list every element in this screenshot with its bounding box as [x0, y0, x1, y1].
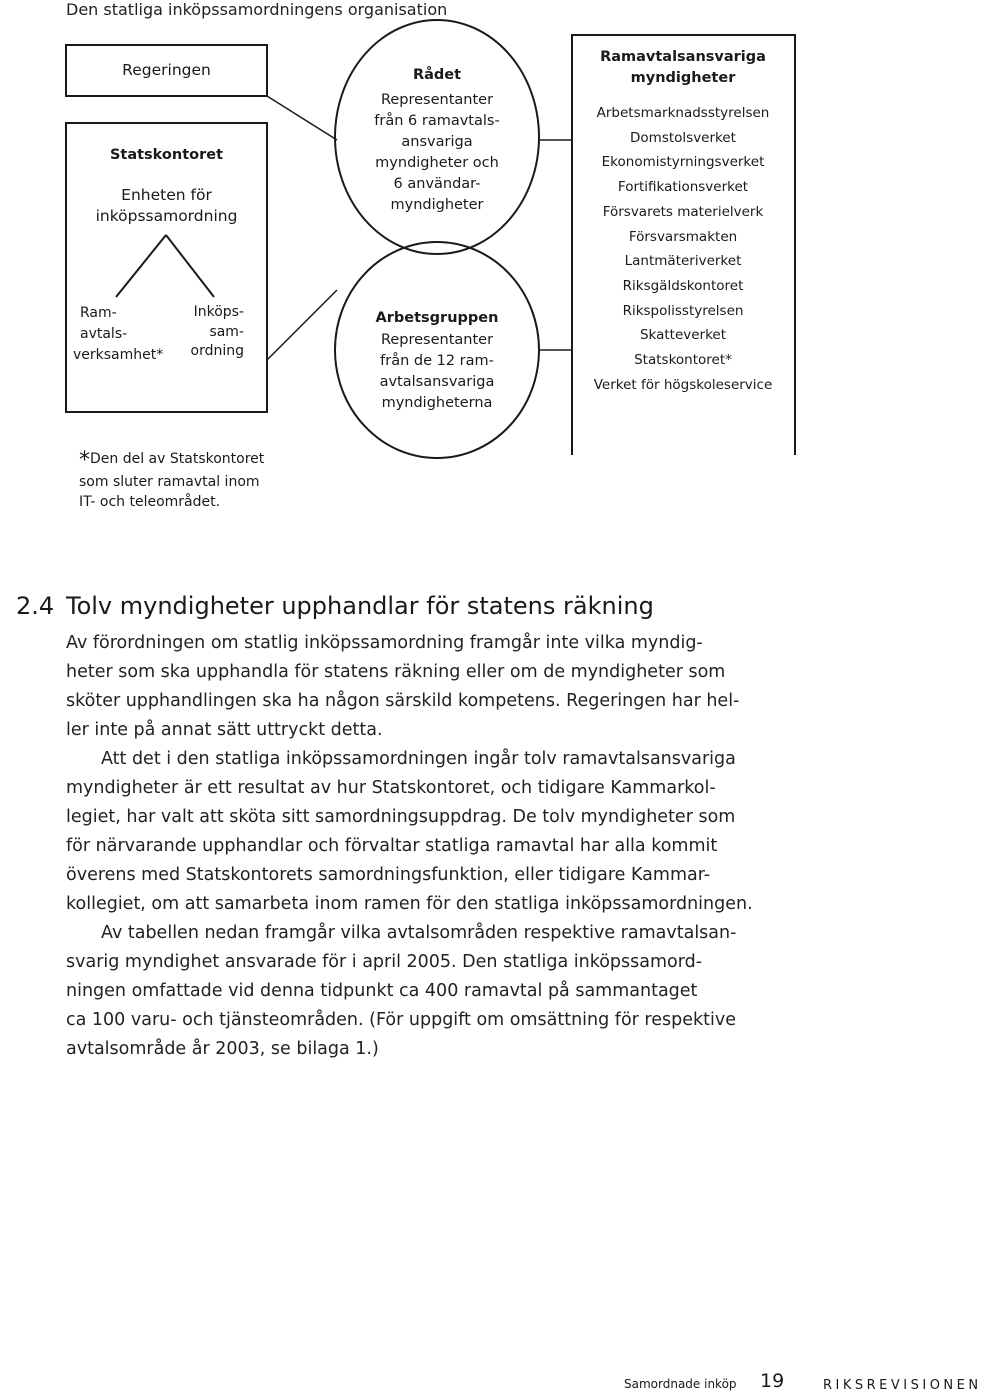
section-heading — [16, 592, 654, 620]
radet-title: Rådet — [412, 67, 462, 83]
radet-text: Representanter från 6 ramavtals- ansvariga myndigheter och 6 användar- myndigheter — [374, 92, 500, 213]
list-item: Arbetsmarknadsstyrelsen — [596, 105, 770, 121]
list-item: Försvarets materielverk — [602, 203, 764, 220]
list-item: Verket för högskoleservice — [593, 376, 773, 393]
inkops-label: Inköps- sam- ordning — [190, 304, 244, 359]
branch-left — [116, 235, 166, 297]
arbetsgruppen-text: Representanter från de 12 ram- avtalsansvariga myndigheterna — [379, 332, 495, 411]
list-item: Rikspolisstyrelsen — [622, 302, 744, 319]
connector-arbetsgruppen — [267, 290, 337, 360]
list-item: Domstolsverket — [630, 129, 736, 146]
regeringen-label: Regeringen — [122, 61, 211, 79]
arbetsgruppen-title: Arbetsgruppen — [375, 310, 499, 326]
section-number: 2.4 — [16, 592, 55, 620]
ram-title: Ramavtalsansvariga myndigheter — [600, 49, 766, 86]
branch-right — [166, 235, 214, 297]
list-item: Lantmäteriverket — [624, 253, 742, 270]
paragraph-1: Av förordningen om statlig inköpssamordning framgår inte vilka myndig- heter som ska upphandla för statens räkning eller om de myndigheter som sköter upphandlingen ska ha någon särskild kompetens. Regeringen har hel- ler inte på annat sätt uttryckt detta. — [66, 633, 740, 740]
list-item: Fortifikationsverket — [617, 179, 749, 196]
list-item: Försvarsmakten — [628, 228, 738, 245]
paragraph-3: Av tabellen nedan framgår vilka avtalsområden respektive ramavtalsan- svarig myndighet ansvarade för i april 2005. Den statliga inköpssamord- ningen omfattade vid denna tidpunkt ca 400 ramavtal på sammantaget ca 100 varu- och tjänsteområden. (För uppgift om omsättning för respektive avtalsområde år 2003, se bilaga 1.) — [66, 923, 737, 1059]
statskontoret-label: Statskontoret — [109, 147, 224, 163]
figure-caption: Den statliga inköpssamordningens organisation — [66, 0, 448, 19]
connector-radet — [267, 96, 337, 140]
list-item: Statskontoret* — [634, 352, 732, 369]
enheten-label: Enheten för inköpssamordning — [95, 186, 238, 225]
section-title: Tolv myndigheter upphandlar för statens räkning — [66, 592, 654, 620]
footnote: *Den del av Statskontoret som sluter ramavtal inom IT- och teleområdet. — [79, 448, 265, 510]
paragraph-2: Att det i den statliga inköpssamordningen ingår tolv ramavtalsansvariga myndigheter är ett resultat av hur Statskontoret, och tidigare Kammarkol- legiet, har valt att sköta sitt samordningsuppdrag. De tolv myndigheter som för närvarande upphandlar och förvaltar statliga ramavtal har alla kommit överens med Statskontorets samordningsfunktion, eller tidigare Kammar- kollegiet, om att samarbeta inom ramen för den statliga inköpssamordningen. — [66, 749, 753, 914]
page-number: 19 — [760, 1370, 785, 1392]
list-item: Ekonomistyrningsverket — [601, 154, 765, 171]
ram-list — [572, 101, 794, 397]
ramavtal-label: Ram- avtals- verksamhet* — [73, 305, 164, 363]
statskontoret-box — [66, 123, 267, 412]
list-item: Skatteverket — [639, 327, 727, 344]
list-item: Riksgäldskontoret — [622, 277, 744, 294]
footnote-star: * — [79, 448, 90, 473]
footer-brand: RIKSREVISIONEN — [823, 1378, 982, 1393]
footer-label: Samordnade inköp — [624, 1377, 737, 1391]
